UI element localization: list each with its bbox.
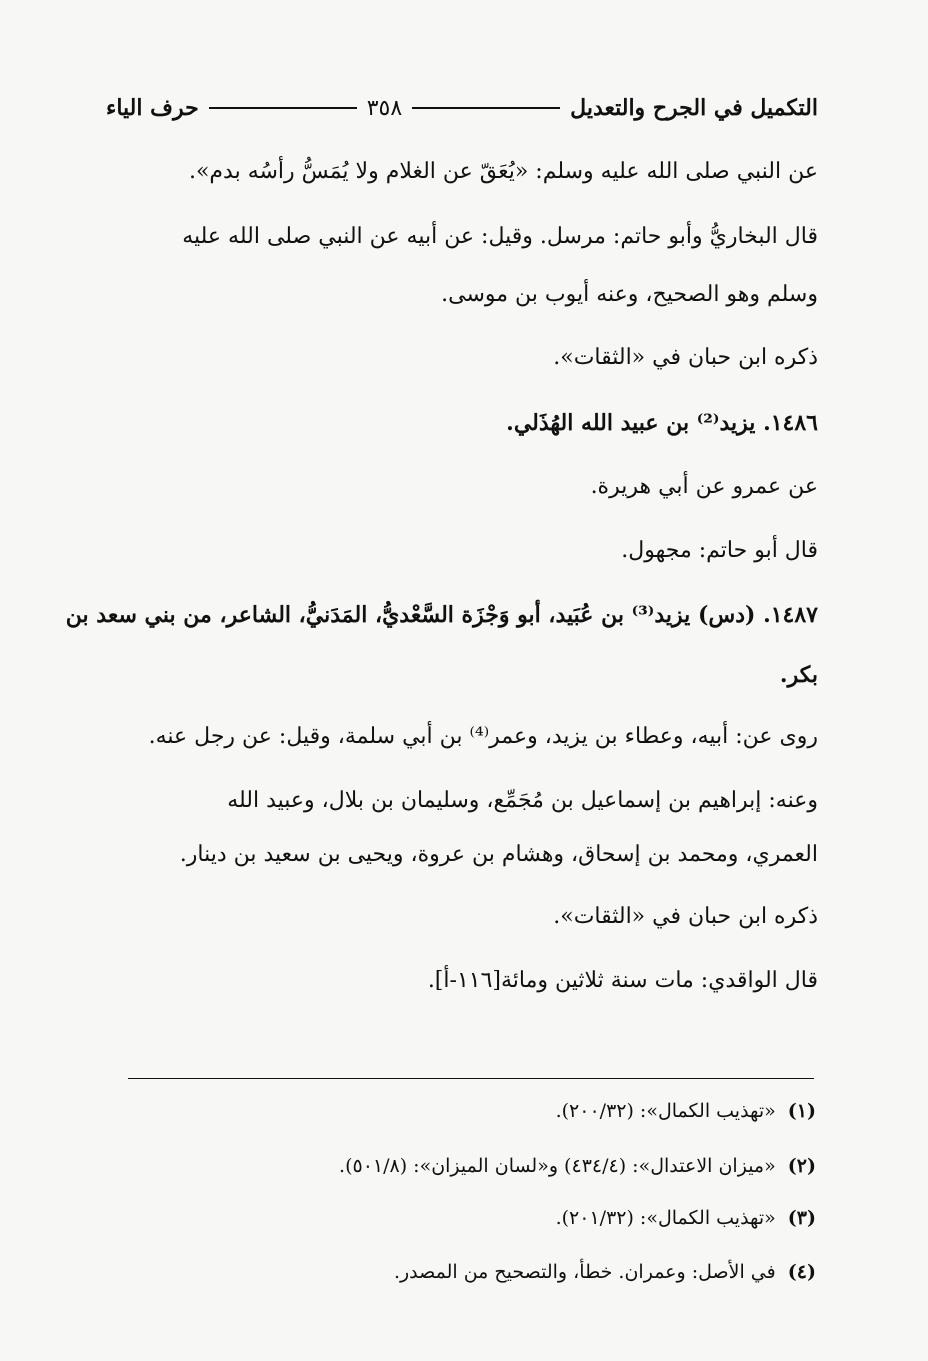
text-line: العمري، ومحمد بن إسحاق، وهشام بن عروة، ويحيى بن سعيد بن دينار.: [179, 842, 818, 867]
text-line: عن عمرو عن أبي هريرة.: [590, 474, 818, 499]
text-line: عن النبي صلى الله عليه وسلم: «يُعَقّ عن الغلام ولا يُمَسُّ رأسُه بدم».: [188, 159, 818, 184]
text-line: ذكره ابن حبان في «الثقات».: [553, 904, 818, 929]
footnote: [116, 1152, 816, 1180]
footnote: [116, 1097, 816, 1125]
header-dash: [412, 107, 560, 109]
footnote-text: «ميزان الاعتدال»: (٤٣٤/٤) و«لسان الميزان»: (٥٠١/٨).: [339, 1155, 776, 1177]
text-line: قال الواقدي: مات سنة ثلاثين ومائة[١١٦-أ].: [427, 968, 818, 993]
text-line: ذكره ابن حبان في «الثقات».: [553, 345, 818, 370]
book-title: التكميل في الجرح والتعديل: [570, 95, 818, 121]
footnote-number: (٢): [787, 1155, 816, 1177]
footnote: [116, 1258, 816, 1286]
footnote-separator: [128, 1078, 814, 1079]
footnote: [116, 1204, 816, 1232]
page-number: ٣٥٨: [366, 95, 403, 121]
entry-heading: ١٤٨٧. (دس) يزيد⁽³⁾ بن عُبَيد، أبو وَجْزَة السَّعْديُّ، المَدَنيُّ، الشاعر، من بني سعد بن: [65, 602, 818, 628]
entry-heading: ١٤٨٦. يزيد⁽²⁾ بن عبيد الله الهُذَلي.: [506, 410, 818, 436]
text-line: وعنه: إبراهيم بن إسماعيل بن مُجَمِّع، وسليمان بن بلال، وعبيد الله: [227, 788, 818, 813]
footnote-text: في الأصل: وعمران. خطأ، والتصحيح من المصدر.: [393, 1261, 776, 1283]
text-line: قال أبو حاتم: مجهول.: [621, 538, 818, 563]
footnote-text: «تهذيب الكمال»: (٢٠٠/٣٢).: [555, 1100, 776, 1122]
text-line: روى عن: أبيه، وعطاء بن يزيد، وعمر⁽⁴⁾ بن أبي سلمة، وقيل: عن رجل عنه.: [148, 724, 818, 749]
footnote-number: (١): [787, 1100, 816, 1122]
footnote-number: (٤): [787, 1261, 816, 1283]
text-line: وسلم وهو الصحيح، وعنه أيوب بن موسى.: [441, 282, 818, 307]
footnote-number: (٣): [787, 1207, 816, 1229]
text-line: قال البخاريُّ وأبو حاتم: مرسل. وقيل: عن أبيه عن النبي صلى الله عليه: [182, 224, 818, 249]
entry-heading-cont: بكر.: [779, 662, 818, 688]
footnote-text: «تهذيب الكمال»: (٢٠١/٣٢).: [555, 1207, 776, 1229]
running-header: [106, 88, 818, 128]
section-title: حرف الياء: [105, 95, 199, 121]
header-dash: [209, 107, 357, 109]
